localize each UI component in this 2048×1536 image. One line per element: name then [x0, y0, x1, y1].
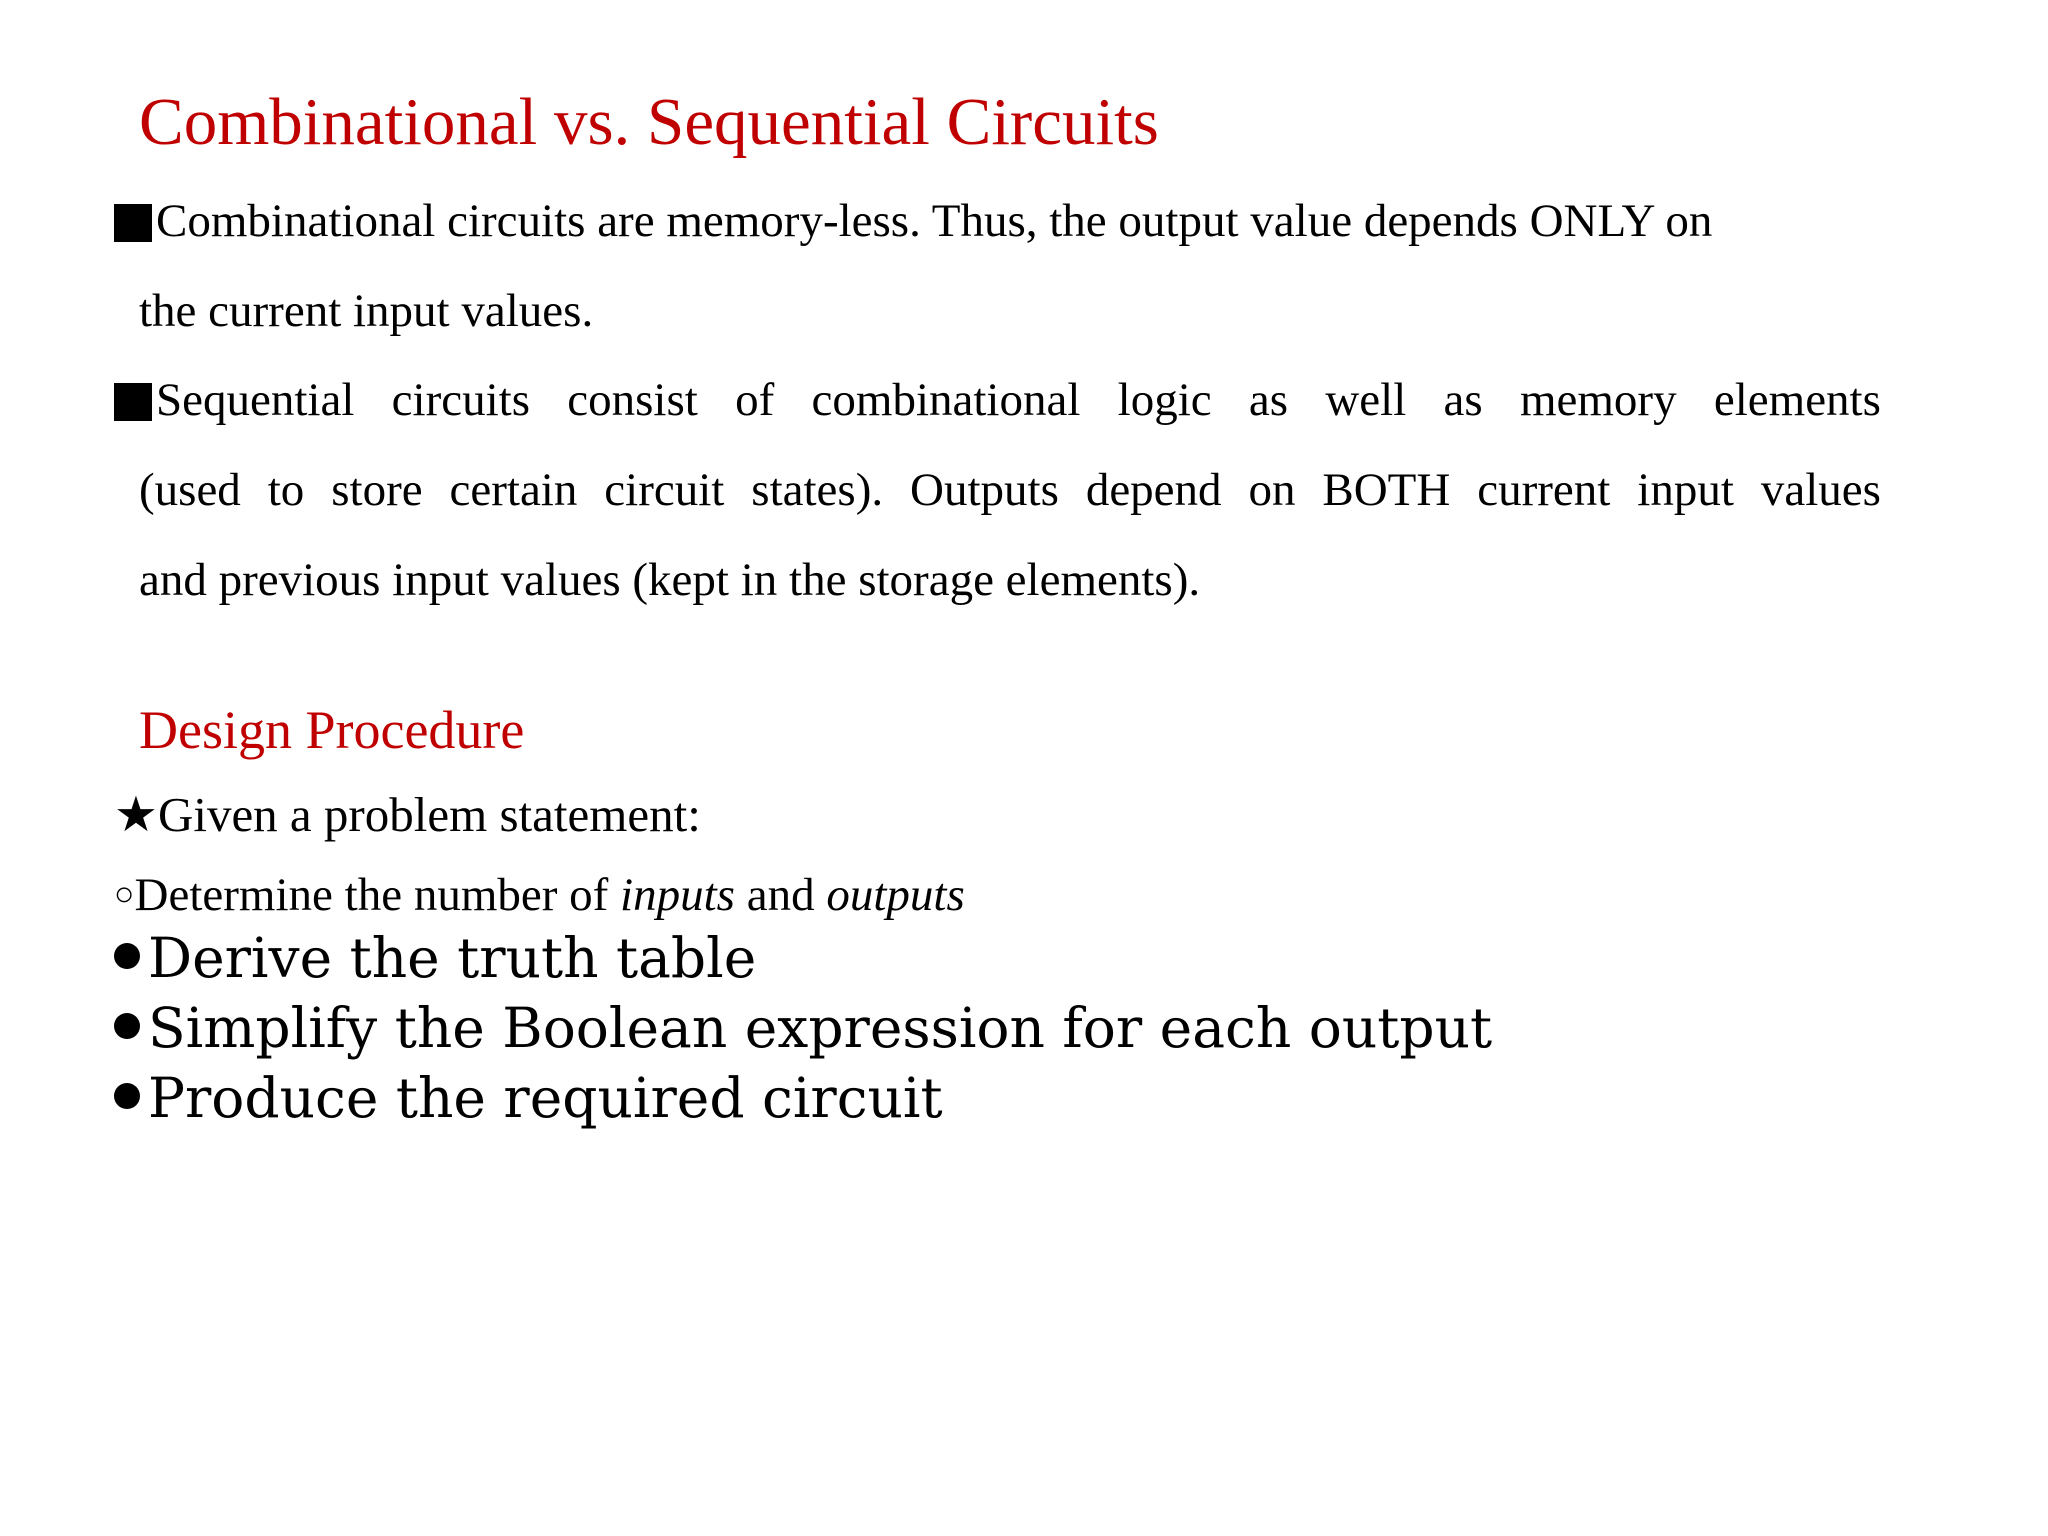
word: certain: [449, 464, 578, 516]
sequential-line-1: [114, 355, 1881, 445]
sequential-paragraph: [114, 355, 1881, 625]
inputs-word: inputs: [620, 869, 735, 921]
combinational-paragraph: [114, 176, 1881, 356]
word: store: [331, 464, 423, 516]
word: elements: [1713, 374, 1881, 426]
word: (used: [139, 464, 241, 516]
dot-bullet-icon: [114, 1083, 140, 1109]
word: on: [1248, 464, 1296, 516]
combinational-line-1: Combinational circuits are memory-less. Thus, the output value depends ONLY on: [114, 176, 1881, 266]
star-icon: ★: [114, 787, 158, 842]
determine-item: ○Determine the number of inputs and outputs: [114, 862, 965, 928]
word: BOTH: [1322, 464, 1451, 516]
step-item: Derive the truth table: [114, 923, 756, 993]
word: combinational: [811, 374, 1081, 426]
word: Outputs: [910, 464, 1059, 516]
word: as: [1443, 374, 1483, 426]
circle-bullet-icon: ○: [114, 876, 135, 913]
combinational-line-2: the current input values.: [139, 285, 594, 337]
word: consist: [567, 374, 698, 426]
slide-title: Combinational vs. Sequential Circuits: [139, 85, 1159, 159]
word: logic: [1117, 374, 1212, 426]
step-item: Simplify the Boolean expression for each output: [114, 993, 1492, 1063]
word: circuit: [604, 464, 725, 516]
outputs-word: outputs: [826, 869, 965, 921]
sequential-line-3: and previous input values (kept in the storage elements).: [139, 554, 1201, 606]
problem-statement-item: [114, 780, 701, 850]
word: to: [267, 464, 305, 516]
word: states).: [751, 464, 884, 516]
dot-bullet-icon: [114, 943, 140, 969]
word: as: [1248, 374, 1289, 426]
word: well: [1325, 374, 1407, 426]
square-bullet-icon: [114, 383, 152, 421]
word: Sequential: [114, 355, 354, 445]
word: of: [735, 374, 775, 426]
word: circuits: [391, 374, 531, 426]
step-item: Produce the required circuit: [114, 1063, 943, 1133]
dot-bullet-icon: [114, 1013, 140, 1039]
word: depend: [1085, 464, 1222, 516]
word: input: [1637, 464, 1734, 516]
word: memory: [1519, 374, 1677, 426]
word: current: [1477, 464, 1611, 516]
word: values: [1760, 464, 1881, 516]
problem-statement-text: Given a problem statement:: [157, 787, 701, 842]
design-procedure-heading: Design Procedure: [139, 700, 525, 760]
sequential-line-2: [114, 445, 1881, 535]
square-bullet-icon: [114, 204, 152, 242]
